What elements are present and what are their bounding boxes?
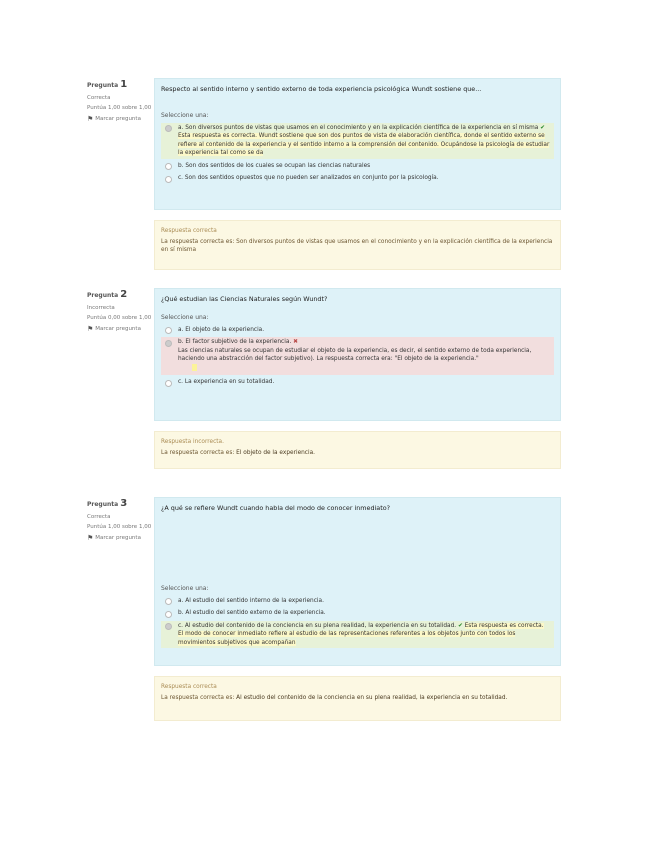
- radio-button[interactable]: [165, 340, 172, 347]
- option-c[interactable]: [161, 377, 554, 388]
- flag-label: Marcar pregunta: [95, 326, 141, 333]
- outcome-correct-answer: [161, 694, 554, 703]
- option-a[interactable]: [161, 123, 554, 159]
- question-grade: Puntúa 1,00 sobre 1,00: [87, 104, 152, 111]
- option-b[interactable]: [161, 608, 554, 619]
- option-text: c. La experiencia en su totalidad.: [178, 379, 275, 386]
- check-icon: ✔: [540, 124, 546, 131]
- question-label: Pregunta: [87, 501, 119, 508]
- option-text: c. Al estudio del contenido de la conciencia en su plena realidad, la experiencia en su totalidad.: [178, 622, 457, 629]
- radio-button[interactable]: [165, 176, 172, 183]
- option-text: b. Al estudio del sentido externo de la experiencia.: [178, 610, 326, 617]
- radio-button[interactable]: [165, 623, 172, 630]
- question-label: Pregunta: [87, 292, 119, 299]
- option-c[interactable]: [161, 621, 554, 648]
- option-text: a. Al estudio del sentido interno de la experiencia.: [178, 597, 324, 604]
- question-number: [87, 78, 153, 92]
- question-1: [87, 78, 562, 273]
- outcome-title: Respuesta correcta: [161, 228, 217, 234]
- radio-button[interactable]: [165, 598, 172, 605]
- option-feedback: Esta respuesta es correcta. El modo de conocer inmediato refiere al estudio de las representaciones referentes a los objetos junto con todos los movimientos subjetivos que acompañan: [178, 622, 544, 646]
- question-info: [87, 288, 153, 338]
- option-text: a. El objeto de la experiencia.: [178, 326, 265, 333]
- outcome-title: Respuesta correcta: [161, 684, 217, 690]
- question-number-value: 1: [120, 79, 128, 90]
- radio-button[interactable]: [165, 611, 172, 618]
- option-b[interactable]: [161, 337, 554, 375]
- question-outcome: [154, 220, 561, 270]
- flag-icon: ⚑: [87, 534, 94, 543]
- question-grade: Puntúa 0,00 sobre 1,00: [87, 314, 152, 321]
- question-info: [87, 497, 153, 547]
- outcome-prefix: La respuesta correcta es:: [161, 694, 237, 701]
- option-text: b. Son dos sentidos de los cuales se ocupan las ciencias naturales: [178, 162, 371, 169]
- option-c[interactable]: [161, 173, 554, 184]
- option-a[interactable]: [161, 325, 554, 336]
- question-formulation: [154, 288, 561, 421]
- radio-button[interactable]: [165, 163, 172, 170]
- question-info: [87, 78, 153, 128]
- question-text: Respecto al sentido interno y sentido externo de toda experiencia psicológica Wundt sostiene que...: [161, 85, 482, 93]
- question-2: [87, 288, 562, 478]
- option-feedback: Esta respuesta es correcta. Wundt sostiene que son dos puntos de vista de elaboración científica, donde el sentido externo se refiere al contenido de la experiencia y el sentido interno a la comprensión del contenido. Ocupándose la psicología de estudiar la experiencia tal como se da: [178, 133, 550, 157]
- option-b[interactable]: [161, 161, 554, 172]
- flag-icon: ⚑: [87, 115, 94, 124]
- answer-options: [161, 325, 554, 388]
- outcome-answer: El objeto de la experiencia.: [236, 449, 316, 456]
- option-text: b. El factor subjetivo de la experiencia.: [178, 339, 292, 346]
- flag-question-link[interactable]: [87, 115, 153, 124]
- radio-button[interactable]: [165, 327, 172, 334]
- check-icon: ✔: [457, 622, 463, 629]
- option-a[interactable]: [161, 596, 554, 607]
- question-number-value: 3: [120, 498, 128, 509]
- flag-icon: ⚑: [87, 325, 94, 334]
- question-number: [87, 497, 153, 511]
- question-formulation: [154, 78, 561, 210]
- outcome-prefix: La respuesta correcta es:: [161, 449, 237, 456]
- question-text: ¿Qué estudian las Ciencias Naturales según Wundt?: [161, 295, 328, 303]
- outcome-answer: Al estudio del contenido de la conciencia en su plena realidad, la experiencia en su totalidad.: [236, 694, 508, 701]
- option-label: [178, 622, 550, 647]
- feedback-marker: [192, 364, 197, 371]
- question-grade: Puntúa 1,00 sobre 1,00: [87, 523, 152, 530]
- question-text: ¿A qué se refiere Wundt cuando habla del modo de conocer inmediato?: [161, 504, 391, 512]
- option-text: a. Son diversos puntos de vistas que usamos en el conocimiento y en la explicación científica de la experiencia en sí misma: [178, 124, 539, 131]
- answer-prompt: Seleccione una:: [161, 313, 209, 321]
- answer-prompt: Seleccione una:: [161, 584, 209, 592]
- question-state: Incorrecta: [87, 304, 115, 311]
- question-label: Pregunta: [87, 82, 119, 89]
- flag-label: Marcar pregunta: [95, 116, 141, 123]
- outcome-correct-answer: [161, 449, 554, 458]
- answer-options: [161, 123, 554, 184]
- question-state: Correcta: [87, 513, 111, 520]
- radio-button[interactable]: [165, 125, 172, 132]
- flag-question-link[interactable]: [87, 325, 153, 334]
- radio-button[interactable]: [165, 380, 172, 387]
- option-label: [178, 338, 550, 374]
- flag-label: Marcar pregunta: [95, 535, 141, 542]
- question-3: [87, 497, 562, 727]
- question-formulation: [154, 497, 561, 666]
- question-outcome: [154, 431, 561, 469]
- option-text: c. Son dos sentidos opuestos que no pueden ser analizados en conjunto por la psicología.: [178, 175, 439, 182]
- cross-icon: ✖: [293, 339, 298, 346]
- outcome-title: Respuesta incorrecta.: [161, 439, 224, 445]
- question-state: Correcta: [87, 94, 111, 101]
- option-label: [178, 124, 550, 158]
- outcome-correct-answer: La respuesta correcta es: Son diversos puntos de vistas que usamos en el conocimiento y en la explicación científica de la experiencia en sí misma: [161, 238, 553, 254]
- flag-question-link[interactable]: [87, 534, 153, 543]
- question-number-value: 2: [120, 289, 128, 300]
- question-number: [87, 288, 153, 302]
- option-feedback: Las ciencias naturales se ocupan de estudiar el objeto de la experiencia, es decir, el sentido externo de toda experiencia, haciendo una abstracción del factor subjetivo). La respuesta correcta era: "El objeto de la experiencia.": [178, 347, 532, 363]
- answer-options: [161, 596, 554, 648]
- question-outcome: [154, 676, 561, 721]
- answer-prompt: Seleccione una:: [161, 111, 209, 119]
